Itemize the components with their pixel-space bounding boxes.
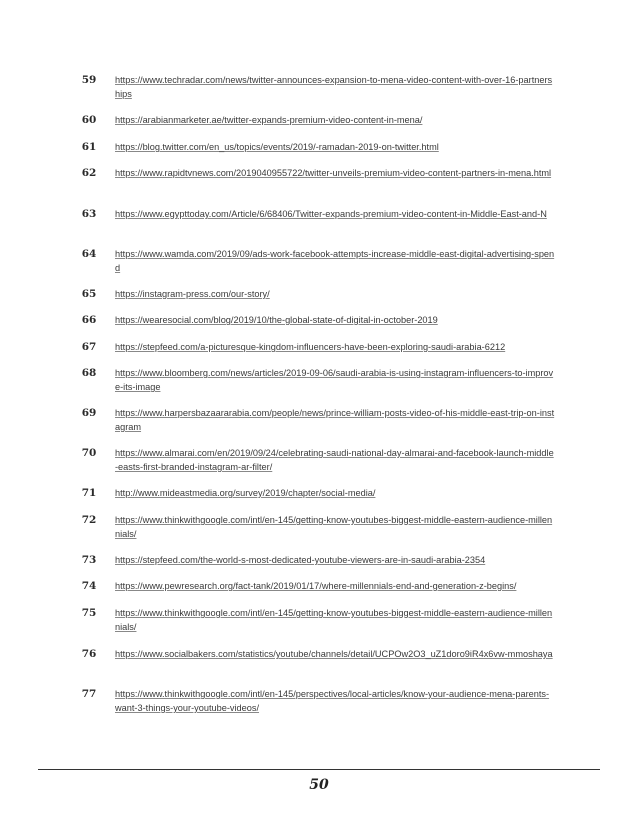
reference-link[interactable]: https://www.pewresearch.org/fact-tank/2019/01/17/where-millennials-end-and-generation-z-begins/ xyxy=(115,581,517,591)
reference-link[interactable]: https://stepfeed.com/the-world-s-most-dedicated-youtube-viewers-are-in-saudi-arabia-2354 xyxy=(115,555,486,565)
reference-link[interactable]: https://www.bloomberg.com/news/articles/2019-09-06/saudi-arabia-is-using-instagram-influencers-to-improve-its-image xyxy=(115,368,554,392)
reference-number: 68 xyxy=(81,367,97,379)
reference-number: 61 xyxy=(81,141,97,153)
reference-link[interactable]: https://www.thinkwithgoogle.com/intl/en-145/getting-know-youtubes-biggest-middle-eastern-audience-millennials/ xyxy=(115,608,553,632)
reference-number: 60 xyxy=(81,114,97,126)
reference-number: 70 xyxy=(81,447,97,459)
reference-number: 69 xyxy=(81,407,97,419)
reference-link[interactable]: https://www.thinkwithgoogle.com/intl/en-145/getting-know-youtubes-biggest-middle-eastern-audience-millennials/ xyxy=(115,515,553,539)
reference-number: 66 xyxy=(81,314,97,326)
reference-number: 76 xyxy=(81,648,97,660)
footer-divider xyxy=(38,769,600,770)
reference-link[interactable]: https://www.wamda.com/2019/09/ads-work-facebook-attempts-increase-middle-east-digital-advertising-spend xyxy=(115,249,555,273)
reference-link[interactable]: https://arabianmarketer.ae/twitter-expands-premium-video-content-in-mena/ xyxy=(115,115,423,125)
reference-number: 73 xyxy=(81,554,97,566)
reference-number: 67 xyxy=(81,341,97,353)
reference-number: 59 xyxy=(81,74,97,86)
reference-link[interactable]: https://wearesocial.com/blog/2019/10/the-global-state-of-digital-in-october-2019 xyxy=(115,315,438,325)
reference-link[interactable]: https://www.egypttoday.com/Article/6/68406/Twitter-expands-premium-video-content-in-Middle-East-and-N xyxy=(115,209,547,219)
reference-link[interactable]: https://www.harpersbazaararabia.com/people/news/prince-william-posts-video-of-his-middle-east-trip-on-instagram xyxy=(115,408,555,432)
reference-number: 71 xyxy=(81,487,97,499)
reference-number: 65 xyxy=(81,288,97,300)
page-number: 50 xyxy=(309,777,329,793)
reference-link[interactable]: https://stepfeed.com/a-picturesque-kingdom-influencers-have-been-exploring-saudi-arabia-6212 xyxy=(115,342,506,352)
reference-number: 74 xyxy=(81,580,97,592)
reference-link[interactable]: https://www.techradar.com/news/twitter-announces-expansion-to-mena-video-content-with-over-16-partnerships xyxy=(115,75,553,99)
reference-link[interactable]: https://blog.twitter.com/en_us/topics/events/2019/-ramadan-2019-on-twitter.html xyxy=(115,142,439,152)
reference-link[interactable]: http://www.mideastmedia.org/survey/2019/chapter/social-media/ xyxy=(115,488,376,498)
reference-link[interactable]: https://www.almarai.com/en/2019/09/24/celebrating-saudi-national-day-almarai-and-facebook-launch-middle-easts-first-branded-instagram-ar-filter/ xyxy=(115,448,554,472)
reference-link[interactable]: https://www.thinkwithgoogle.com/intl/en-145/perspectives/local-articles/know-your-audience-mena-parents-want-3-things-your-youtube-videos/ xyxy=(115,689,550,713)
reference-link[interactable]: https://www.socialbakers.com/statistics/youtube/channels/detail/UCPOw2O3_uZ1doro9iR4x6vw-mmoshaya xyxy=(115,649,553,659)
reference-number: 63 xyxy=(81,208,97,220)
reference-number: 72 xyxy=(81,514,97,526)
reference-link[interactable]: https://instagram-press.com/our-story/ xyxy=(115,289,270,299)
reference-number: 77 xyxy=(81,688,97,700)
reference-link[interactable]: https://www.rapidtvnews.com/2019040955722/twitter-unveils-premium-video-content-partners-in-mena.html xyxy=(115,168,552,178)
reference-number: 75 xyxy=(81,607,97,619)
reference-number: 64 xyxy=(81,248,97,260)
reference-number: 62 xyxy=(81,167,97,179)
